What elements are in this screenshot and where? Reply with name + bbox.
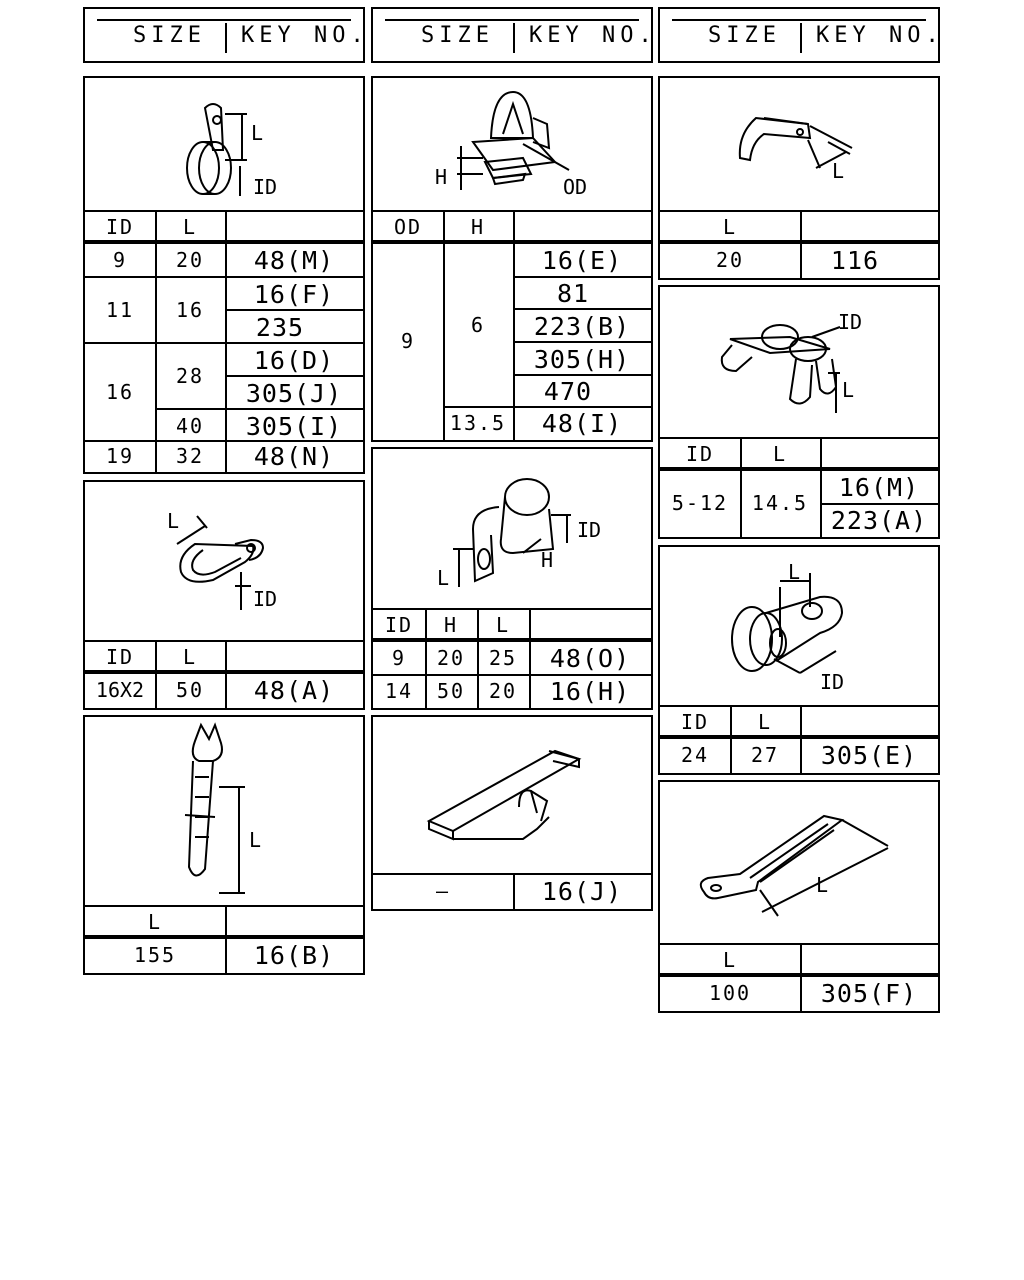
cable-tie-panel-8 [83,715,365,975]
key-number: 223(A) [830,505,928,535]
col-header-l: L [722,948,738,972]
pipe-clip-table-6 [660,437,938,537]
strap-drawing [660,782,942,948]
table-cell: 100 [708,981,752,1005]
key-number: 81 [556,278,590,308]
header-rule [385,19,639,21]
pipe-clip-panel-6 [658,285,940,539]
table-cell: 14.5 [751,491,809,515]
table-cell: 20 [436,646,466,670]
header-key-no: KEY NO. [241,23,369,48]
dim-id-label: ID [253,175,278,199]
bracket-plate-drawing [373,717,655,877]
col-header-l: L [182,215,198,239]
dim-l-label: L [251,121,264,145]
bracket-plate-panel-9 [371,715,653,911]
table-cell: 16 [105,380,135,404]
table-cell: 16X2 [95,678,145,702]
key-number: 223(B) [533,311,631,341]
table-cell: 9 [112,248,128,272]
header-col1 [83,7,369,63]
table-cell: 155 [133,943,177,967]
strap-table-10 [660,943,938,1011]
header-size: SIZE [708,23,781,48]
key-number: 116 [830,245,880,275]
saddle-panel-4 [83,480,365,710]
key-number: 16(J) [541,876,623,906]
table-cell: 6 [470,313,486,337]
pipe-clip-drawing [660,287,942,445]
header-divider [513,23,515,53]
col-header-l: L [147,910,163,934]
header-key-no: KEY NO. [529,23,657,48]
clamp-panel-1 [83,76,365,474]
cable-tie-drawing [85,717,367,907]
col-header-od: OD [393,215,423,239]
key-number: 470 [543,376,593,406]
dim-id-label: ID [838,310,863,334]
p-clamp-drawing [85,78,367,218]
key-number: 16(E) [541,245,623,275]
dim-id-label: ID [577,518,602,542]
table-cell: 5-12 [671,491,729,515]
dim-h-label: H [435,165,448,189]
table-cell: 13.5 [449,411,507,435]
header-size: SIZE [421,23,494,48]
clip-table-2 [373,210,651,440]
table-cell: 32 [175,444,205,468]
key-number: 16(D) [253,345,335,375]
dim-l-label: L [437,566,450,590]
table-cell: 16 [175,298,205,322]
col-header-id: ID [105,645,135,669]
clip-panel-2 [371,76,653,442]
header-col3 [658,7,944,63]
dim-l-label: L [832,159,845,183]
dim-l-label: L [788,560,801,584]
table-cell: 20 [488,679,518,703]
header-rule [97,19,351,21]
key-number: 305(H) [533,344,631,374]
tab-panel-3 [658,76,940,280]
key-number: 16(M) [838,472,920,502]
col-header-l: L [495,613,511,637]
saddle-table-4 [85,640,363,708]
table-cell: 28 [175,364,205,388]
bracket-clamp-drawing [373,449,655,619]
table-cell: 20 [175,248,205,272]
cable-tie-table-8 [85,905,363,973]
dim-id-label: ID [820,670,845,694]
table-cell: 19 [105,444,135,468]
table-cell: 14 [384,679,414,703]
header-rule [672,19,926,21]
key-number: 48(O) [549,643,631,673]
col-header-l: L [182,645,198,669]
bracket-table-5 [373,608,651,708]
col-header-id: ID [685,442,715,466]
header-key-no: KEY NO. [816,23,944,48]
bracket-plate-table-9 [373,873,651,909]
dim-l-label: L [167,509,180,533]
key-number: 305(E) [820,740,918,770]
strap-panel-10 [658,780,940,1013]
col-header-id: ID [384,613,414,637]
table-cell: 40 [175,414,205,438]
table-cell: 24 [680,743,710,767]
table-cell: 9 [391,646,407,670]
table-cell: 20 [715,248,745,272]
key-number: 16(B) [253,940,335,970]
table-cell: 50 [436,679,466,703]
table-cell: 25 [488,646,518,670]
ring-clamp-drawing [660,547,942,711]
ring-clamp-panel-7 [658,545,940,775]
col-header-l: L [772,442,788,466]
dim-od-label: OD [563,175,588,199]
saddle-clamp-drawing [85,482,367,642]
col-header-id: ID [680,710,710,734]
dim-l-label: L [842,378,855,402]
table-cell: 27 [750,743,780,767]
key-number: 48(N) [253,441,335,471]
push-clip-drawing [373,78,655,218]
dim-l-label: L [249,828,262,852]
dim-l-label: L [816,873,829,897]
col-header-h: H [443,613,459,637]
dim-h-label: H [541,548,554,572]
header-col2 [371,7,657,63]
key-number: 48(A) [253,675,335,705]
table-cell: 50 [175,678,205,702]
table-cell: 11 [105,298,135,322]
tab-table-3 [660,210,938,278]
dim-id-label: ID [253,587,278,611]
col-header-h: H [470,215,486,239]
key-number: 16(H) [549,676,631,706]
key-number: 305(I) [245,411,343,441]
key-number: 48(M) [253,245,335,275]
ring-clamp-table-7 [660,705,938,773]
key-number: 48(I) [541,408,623,438]
key-number: 305(J) [245,378,343,408]
key-number: 235 [255,312,305,342]
key-number: 305(F) [820,978,918,1008]
col-header-l: L [722,215,738,239]
key-number: 16(F) [253,279,335,309]
col-header-l: L [757,710,773,734]
col-header-id: ID [105,215,135,239]
clamp-table-1 [85,210,363,472]
table-cell: 9 [400,329,416,353]
header-divider [225,23,227,53]
bent-tab-drawing [660,78,942,218]
header-divider [800,23,802,53]
header-size: SIZE [133,23,206,48]
bracket-panel-5 [371,447,653,710]
size-dash: — [435,879,451,903]
